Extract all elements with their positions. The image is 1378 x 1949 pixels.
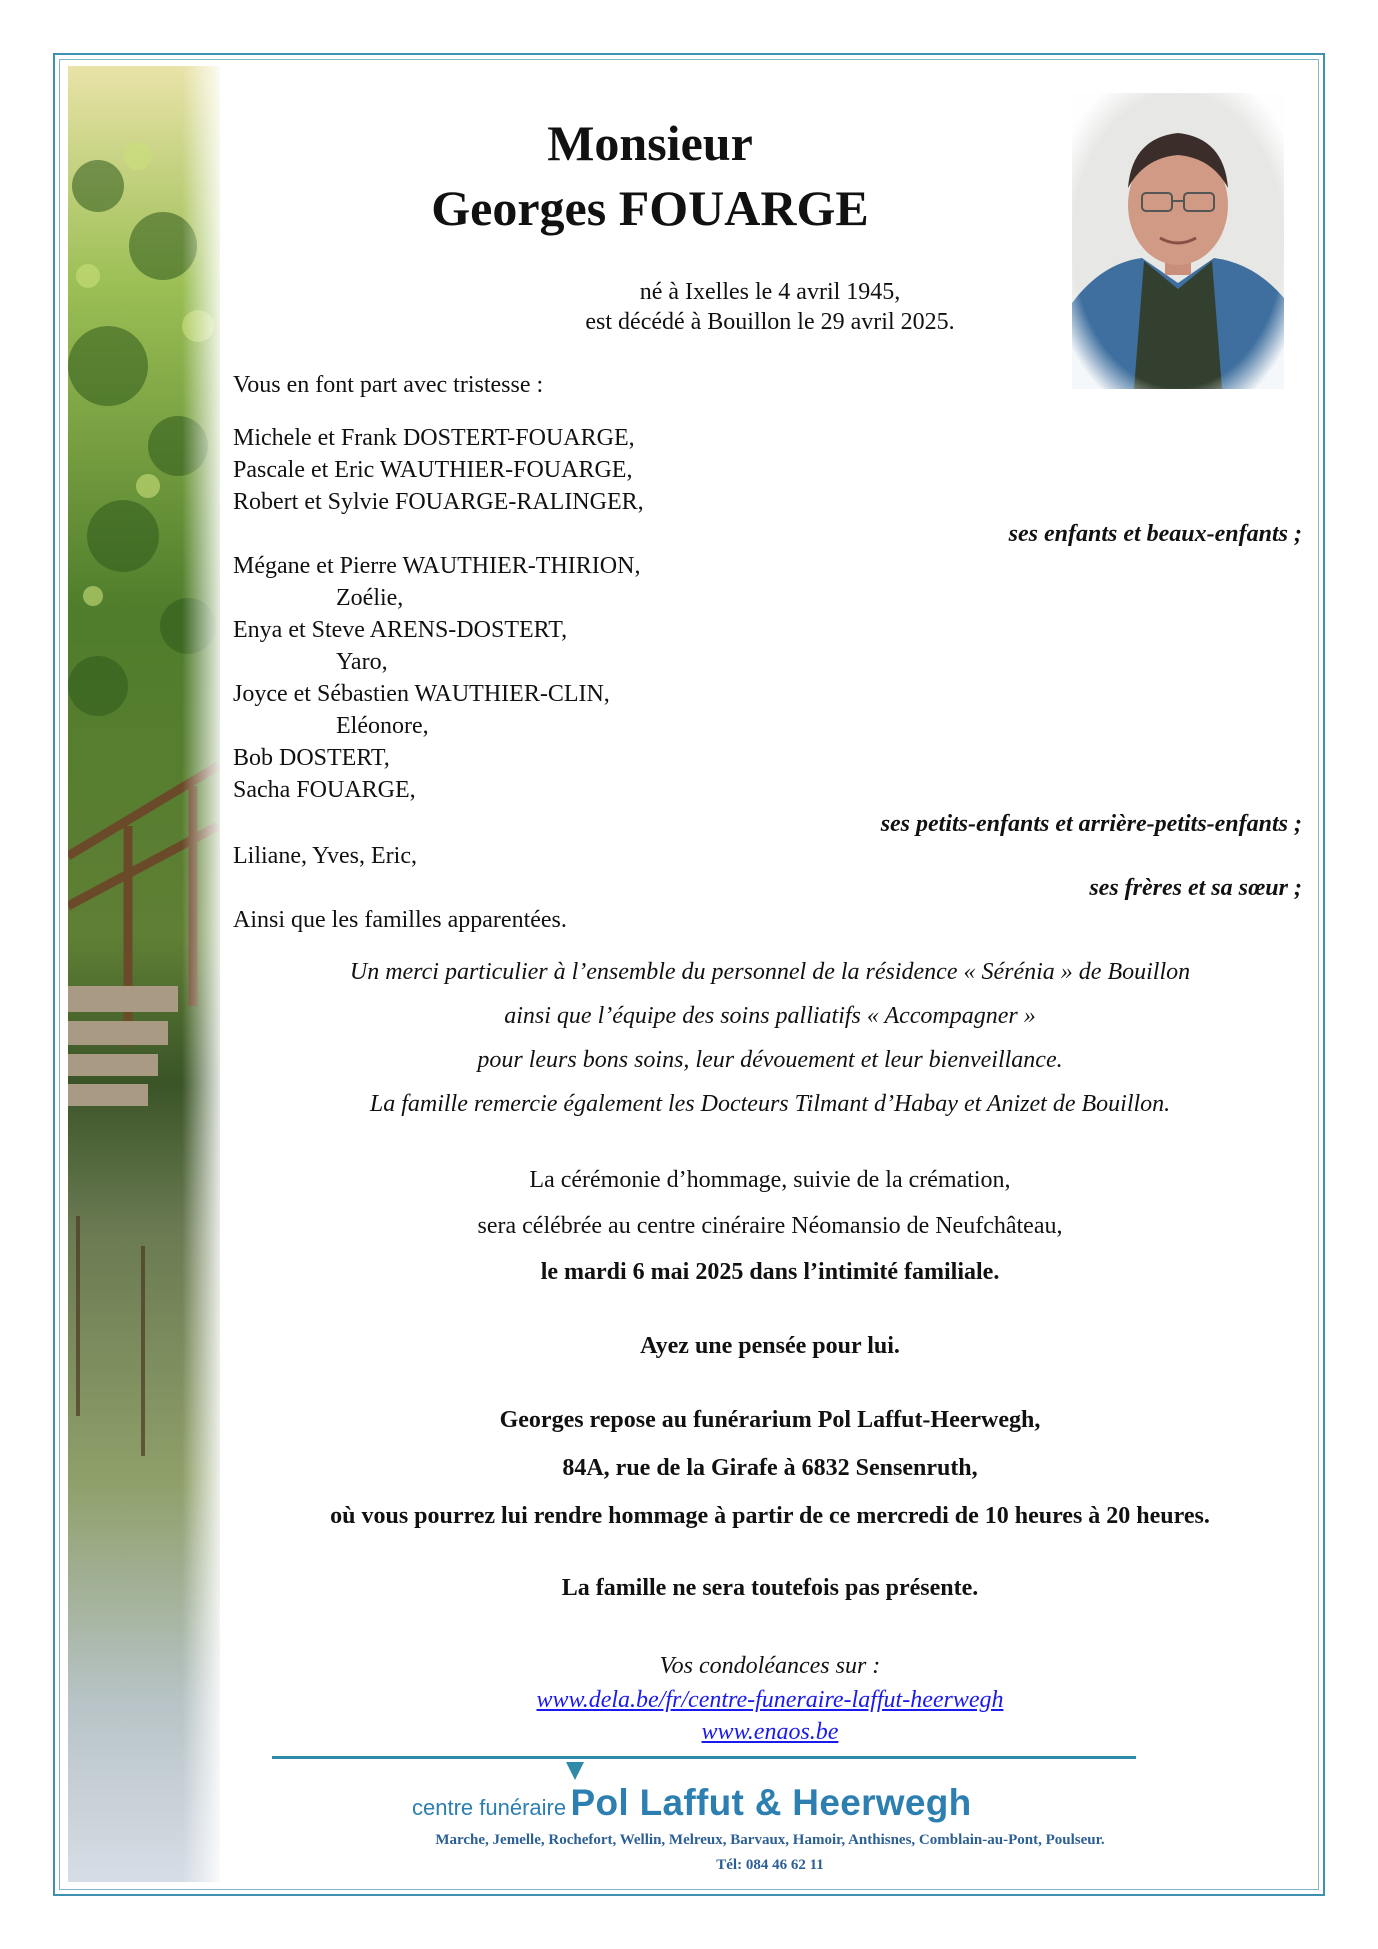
death-line: est décédé à Bouillon le 29 avril 2025.: [585, 309, 955, 335]
repose-line: où vous pourrez lui rendre hommage à partir de ce mercredi de 10 heures à 20 heures.: [330, 1503, 1210, 1529]
child-line: Pascale et Eric WAUTHIER-FOUARGE,: [233, 457, 633, 483]
enaos-link[interactable]: www.enaos.be: [701, 1719, 839, 1745]
ceremony-line: La cérémonie d’hommage, suivie de la crémation,: [529, 1167, 1011, 1193]
intro-text: Vous en font part avec tristesse :: [233, 372, 544, 398]
child-line: Robert et Sylvie FOUARGE-RALINGER,: [233, 489, 644, 515]
dela-link[interactable]: www.dela.be/fr/centre-funeraire-laffut-heerwegh: [536, 1687, 1004, 1713]
portrait-photo: [1072, 93, 1284, 389]
thanks-line: pour leurs bons soins, leur dévouement et leur bienveillance.: [477, 1047, 1063, 1073]
ceremony-line: sera célébrée au centre cinéraire Néomansio de Neufchâteau,: [477, 1213, 1063, 1239]
logo-small-text: centre funéraire: [412, 1795, 567, 1820]
family-absent-line: La famille ne sera toutefois pas présente.: [561, 1575, 979, 1601]
siblings-role: ses frères et sa sœur ;: [1089, 875, 1302, 901]
child-line: Michele et Frank DOSTERT-FOUARGE,: [233, 425, 635, 451]
grandchild-line: Enya et Steve ARENS-DOSTERT,: [233, 617, 568, 643]
repose-line: Georges repose au funérarium Pol Laffut-Heerwegh,: [499, 1407, 1041, 1433]
logo-big-text: Pol Laffut & Heerwegh: [570, 1782, 972, 1823]
landscape-image: [68, 66, 220, 1882]
families-line: Ainsi que les familles apparentées.: [233, 907, 567, 933]
ceremony-date: le mardi 6 mai 2025 dans l’intimité familiale.: [540, 1259, 1000, 1285]
grandchild-line: Joyce et Sébastien WAUTHIER-CLIN,: [233, 681, 610, 707]
footer-rule: [272, 1756, 1136, 1759]
grandchildren-role: ses petits-enfants et arrière-petits-enfants ;: [880, 811, 1302, 837]
condolences-label: Vos condoléances sur :: [659, 1653, 881, 1679]
thanks-line: Un merci particulier à l’ensemble du personnel de la résidence « Sérénia » de Bouillon: [349, 959, 1191, 985]
children-role: ses enfants et beaux-enfants ;: [1008, 521, 1302, 547]
title-monsieur: Monsieur: [547, 115, 753, 171]
grandchild-line: Mégane et Pierre WAUTHIER-THIRION,: [233, 553, 641, 579]
logo-triangle-icon: [566, 1762, 584, 1780]
grandchild-line: Sacha FOUARGE,: [233, 777, 416, 803]
grandchild-line: Zoélie,: [336, 585, 404, 611]
footer-towns: Marche, Jemelle, Rochefort, Wellin, Melreux, Barvaux, Hamoir, Anthisnes, Comblain-au-Pont, Poulseur.: [435, 1832, 1105, 1848]
funeral-home-logo: [412, 1782, 972, 1824]
repose-line: 84A, rue de la Girafe à 6832 Sensenruth,: [562, 1455, 978, 1481]
title-name: Georges FOUARGE: [431, 180, 869, 236]
thanks-line: ainsi que l’équipe des soins palliatifs « Accompagner »: [504, 1003, 1036, 1029]
thought-line: Ayez une pensée pour lui.: [640, 1333, 900, 1359]
thanks-line: La famille remercie également les Docteurs Tilmant d’Habay et Anizet de Bouillon.: [369, 1091, 1171, 1117]
footer-phone: Tél: 084 46 62 11: [716, 1857, 824, 1873]
siblings-line: Liliane, Yves, Eric,: [233, 843, 417, 869]
grandchild-line: Bob DOSTERT,: [233, 745, 390, 771]
grandchild-line: Eléonore,: [336, 713, 429, 739]
birth-line: né à Ixelles le 4 avril 1945,: [639, 279, 901, 305]
grandchild-line: Yaro,: [336, 649, 388, 675]
